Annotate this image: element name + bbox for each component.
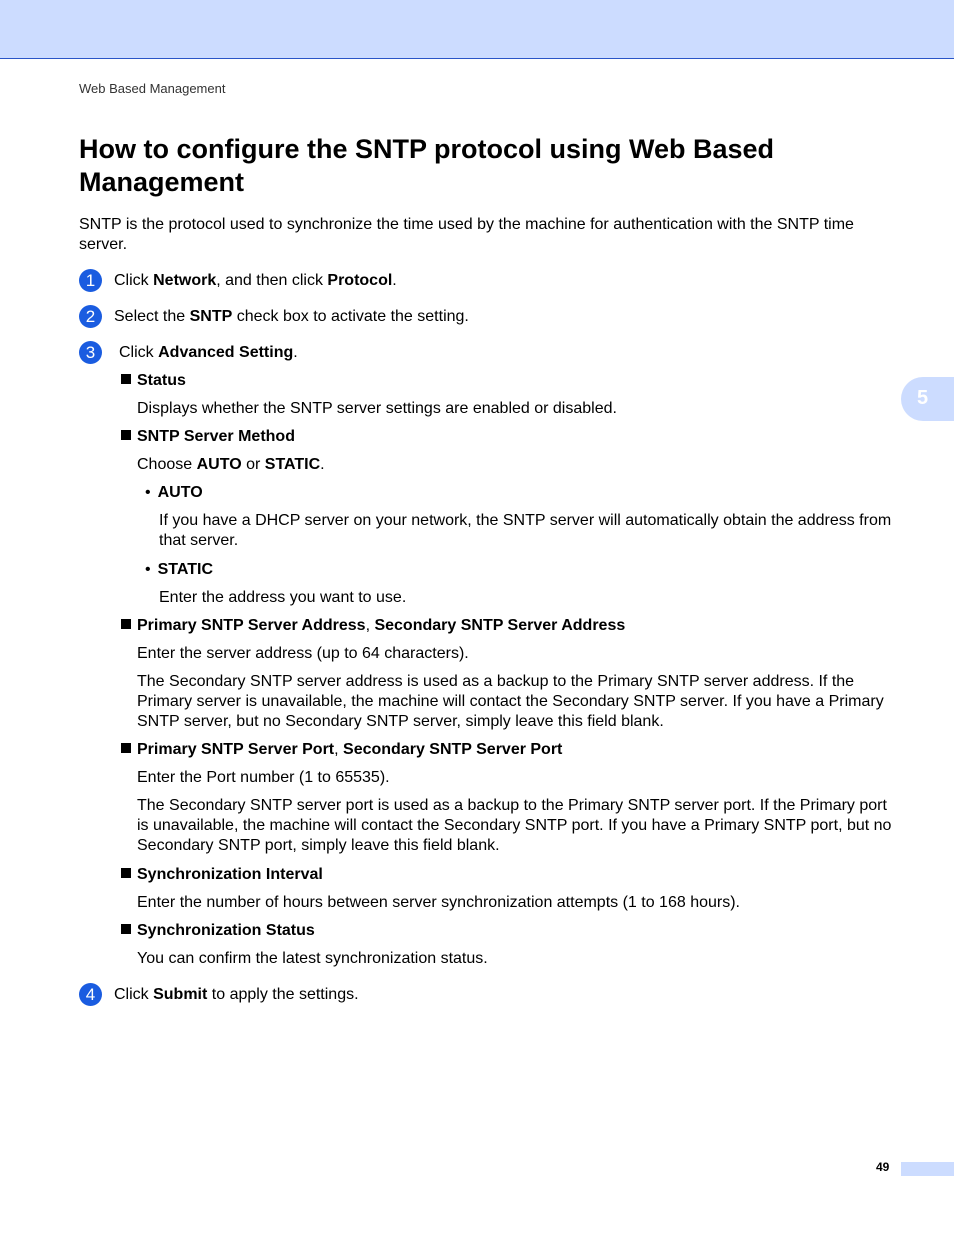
square-bullet-icon [121, 374, 131, 384]
dot-bullet-icon: • [145, 484, 151, 501]
square-bullet-icon [121, 430, 131, 440]
server-address-heading: Primary SNTP Server Address, Secondary SNTP Server Address [121, 616, 625, 636]
chapter-tab [901, 377, 954, 421]
step-1-text: Click Network, and then click Protocol. [114, 272, 397, 289]
square-bullet-icon [121, 619, 131, 629]
chapter-number: 5 [917, 387, 929, 409]
sync-interval-description: Enter the number of hours between server synchronization attempts (1 to 168 hours). [137, 894, 740, 911]
step-number-1-icon: 1 [79, 269, 102, 292]
sync-interval-heading: Synchronization Interval [121, 865, 323, 885]
auto-option-description: If you have a DHCP server on your network, the SNTP server will automatically obtain the address from that server. [159, 512, 892, 549]
static-option-heading: • STATIC [145, 561, 214, 578]
page-title: How to configure the SNTP protocol using Web Based Management [79, 134, 775, 197]
running-head: Web Based Management [79, 81, 226, 96]
server-port-heading: Primary SNTP Server Port, Secondary SNTP Server Port [121, 740, 562, 760]
sntp-checkbox-label: SNTP [189, 308, 233, 325]
submit-button-label: Submit [153, 986, 208, 1003]
page-footer-bar [901, 1162, 954, 1176]
protocol-menu-label: Protocol [327, 272, 393, 289]
square-bullet-icon [121, 743, 131, 753]
dot-bullet-icon: • [145, 561, 151, 578]
server-port-text-1: Enter the Port number (1 to 65535). [137, 769, 390, 786]
square-bullet-icon [121, 868, 131, 878]
status-heading: Status [121, 371, 186, 391]
network-menu-label: Network [153, 272, 217, 289]
status-description: Displays whether the SNTP server settings are enabled or disabled. [137, 400, 617, 417]
page-number: 49 [876, 1160, 890, 1174]
auto-option-heading: • AUTO [145, 484, 203, 501]
page-header-bar [0, 0, 954, 59]
step-4-text: Click Submit to apply the settings. [114, 986, 359, 1003]
server-port-text-2: The Secondary SNTP server port is used as a backup to the Primary SNTP server port. If the Primary port is unavailable, the machine will contact the Secondary SNTP port. If you have a Primary SNTP port, but no Secondary SNTP port, simply leave this field blank. [137, 797, 892, 854]
sync-status-description: You can confirm the latest synchronization status. [137, 950, 488, 967]
step-number-4-icon: 4 [79, 983, 102, 1006]
static-option-description: Enter the address you want to use. [159, 589, 407, 606]
square-bullet-icon [121, 924, 131, 934]
server-method-heading: SNTP Server Method [121, 427, 295, 447]
intro-paragraph: SNTP is the protocol used to synchronize the time used by the machine for authentication with the SNTP time server. [79, 216, 854, 253]
server-address-text-1: Enter the server address (up to 64 characters). [137, 645, 469, 662]
sync-status-heading: Synchronization Status [121, 921, 315, 941]
advanced-setting-label: Advanced Setting [158, 344, 294, 361]
server-method-choose: Choose AUTO or STATIC. [137, 456, 325, 473]
step-number-2-icon: 2 [79, 305, 102, 328]
server-address-text-2: The Secondary SNTP server address is used as a backup to the Primary SNTP server address. If the Primary server is unavailable, the machine will contact the Secondary SNTP server. If you have a Primary SNTP server, but no Secondary SNTP server, simply leave this field blank. [137, 673, 884, 730]
step-3-text: Click Advanced Setting. [119, 344, 298, 361]
step-number-3-icon: 3 [79, 341, 102, 364]
step-2-text: Select the SNTP check box to activate the setting. [114, 308, 469, 325]
